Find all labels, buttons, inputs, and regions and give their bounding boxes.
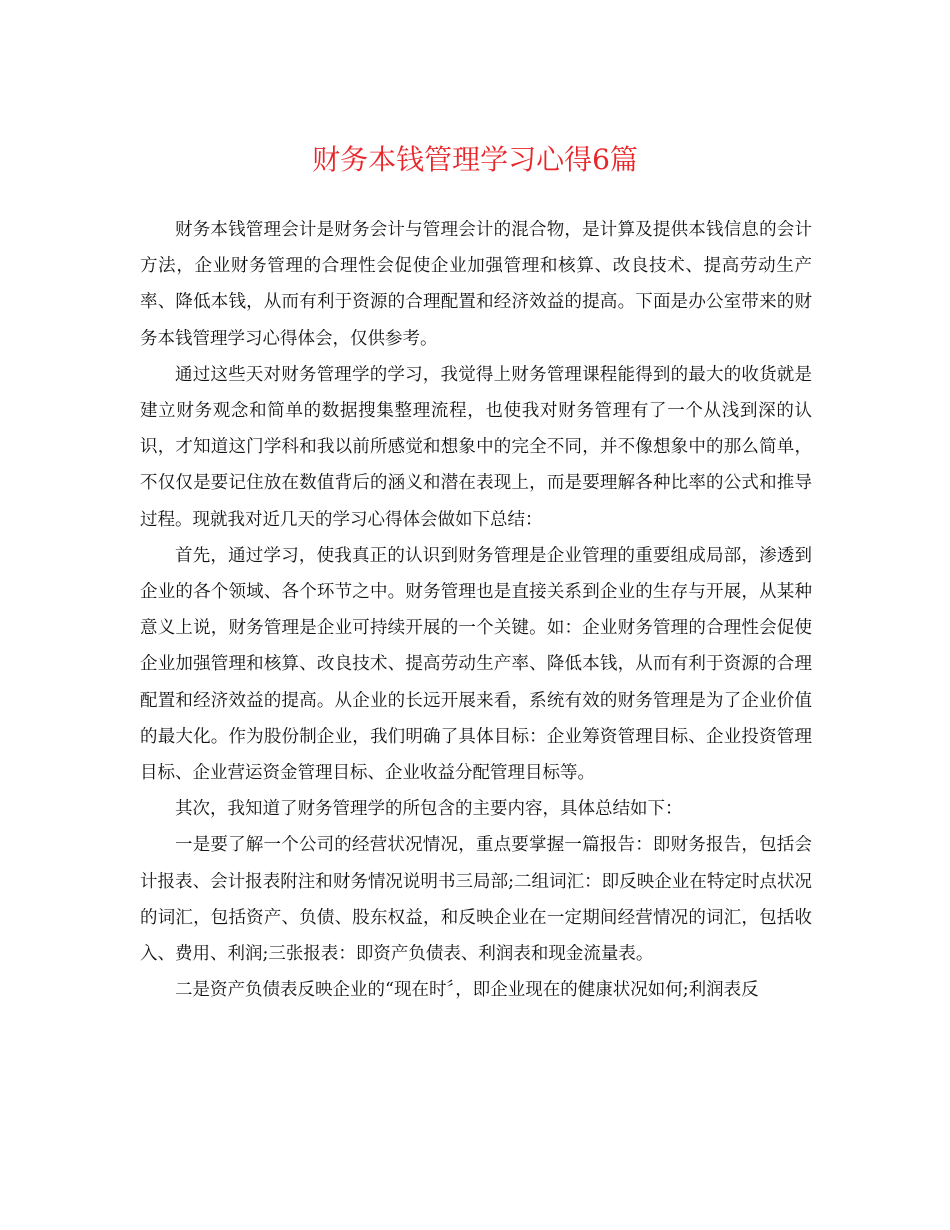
paragraph-second: 其次，我知道了财务管理学的所包含的主要内容，具体总结如下： [175,799,683,820]
document-title: 财务本钱管理学习心得6篇 [312,143,638,176]
document-body [140,212,812,1008]
paragraph-point-one: 一是要了解一个公司的经营状况情况，重点要掌握一篇报告：即财务报告，包括会计报表、会计报表附注和财务情况说明书三局部;二组词汇：即反映企业在特定时点状况的词汇，包括资产、负债、股东权益，和反映企业在一定期间经营情况的词汇，包括收入、费用、利润;三张报表：即资产负债表、利润表和现金流量表。 [140,835,812,965]
paragraph-learning: 通过这些天对财务管理学的学习，我觉得上财务管理课程能得到的最大的收货就是建立财务观念和简单的数据搜集整理流程，也使我对财务管理有了一个从浅到深的认识，才知道这门学科和我以前所感觉和想象中的完全不同，并不像想象中的那么简单，不仅仅是要记住放在数值背后的涵义和潜在表现上，而是要理解各种比率的公式和推导过程。现就我对近几天的学习心得体会做如下总结： [140,364,812,530]
paragraph-intro: 财务本钱管理会计是财务会计与管理会计的混合物，是计算及提供本钱信息的会计方法，企业财务管理的合理性会促使企业加强管理和核算、改良技术、提高劳动生产率、降低本钱，从而有利于资源的合理配置和经济效益的提高。下面是办公室带来的财务本钱管理学习心得体会，仅供参考。 [140,220,812,349]
paragraph-first: 首先，通过学习，使我真正的认识到财务管理是企业管理的重要组成局部，渗透到企业的各个领域、各个环节之中。财务管理也是直接关系到企业的生存与开展，从某种意义上说，财务管理是企业可持续开展的一个关键。如：企业财务管理的合理性会促使企业加强管理和核算、改良技术、提高劳动生产率、降低本钱，从而有利于资源的合理配置和经济效益的提高。从企业的长远开展来看，系统有效的财务管理是为了企业价值的最大化。作为股份制企业，我们明确了具体目标：企业筹资管理目标、企业投资管理目标、企业营运资金管理目标、企业收益分配管理目标等。 [140,545,812,784]
paragraph-point-two: 二是资产负债表反映企业的“现在时〞，即企业现在的健康状况如何;利润表反 [175,980,759,1001]
